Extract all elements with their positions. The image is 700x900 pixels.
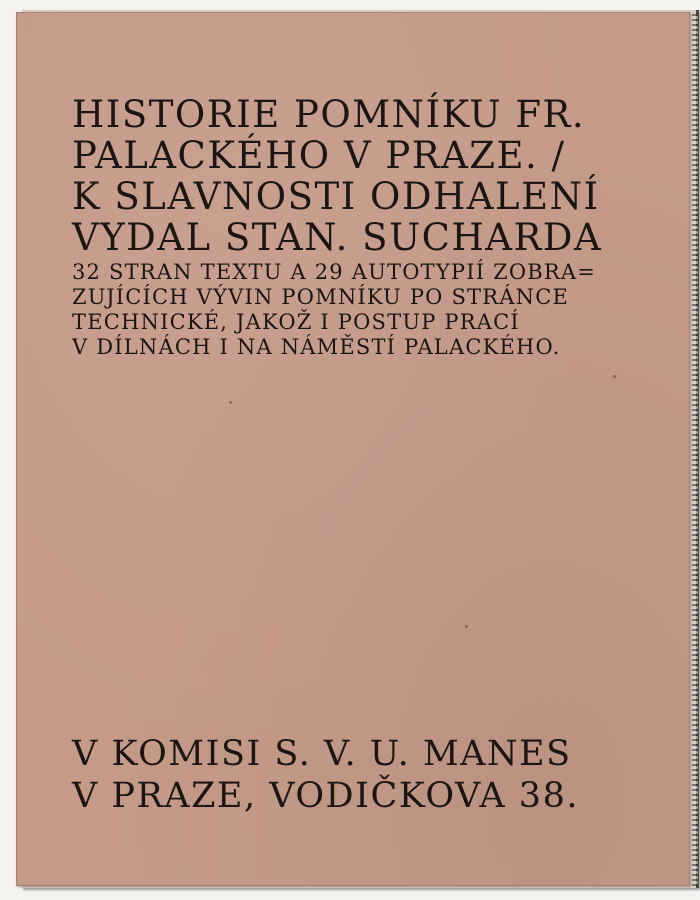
publisher-block xyxy=(72,733,632,817)
page-edges xyxy=(692,14,698,886)
description-line: ZUJÍCÍCH VÝVIN POMNÍKU PO STRÁNCE xyxy=(72,285,569,309)
paper-speck xyxy=(465,625,468,628)
publisher-line: V KOMISI S. V. U. MANES xyxy=(72,734,572,774)
title-line: K SLAVNOSTI ODHALENÍ xyxy=(72,175,600,218)
cover-title-block xyxy=(72,94,612,360)
title-line: VYDAL STAN. SUCHARDA xyxy=(72,216,603,259)
description-line: V DÍLNÁCH I NA NÁMĚSTÍ PALACKÉHO. xyxy=(72,335,561,359)
paper-speck xyxy=(229,401,232,404)
publisher-line: V PRAZE, VODIČKOVA 38. xyxy=(72,776,579,816)
description-line: 32 STRAN TEXTU A 29 AUTOTYPIÍ ZOBRA= xyxy=(72,260,597,284)
paper-speck xyxy=(613,375,616,378)
title-line: PALACKÉHO V PRAZE. / xyxy=(72,134,566,177)
description-line: TECHNICKÉ, JAKOŽ I POSTUP PRACÍ xyxy=(72,310,520,334)
title-line: HISTORIE POMNÍKU FR. xyxy=(72,93,586,136)
